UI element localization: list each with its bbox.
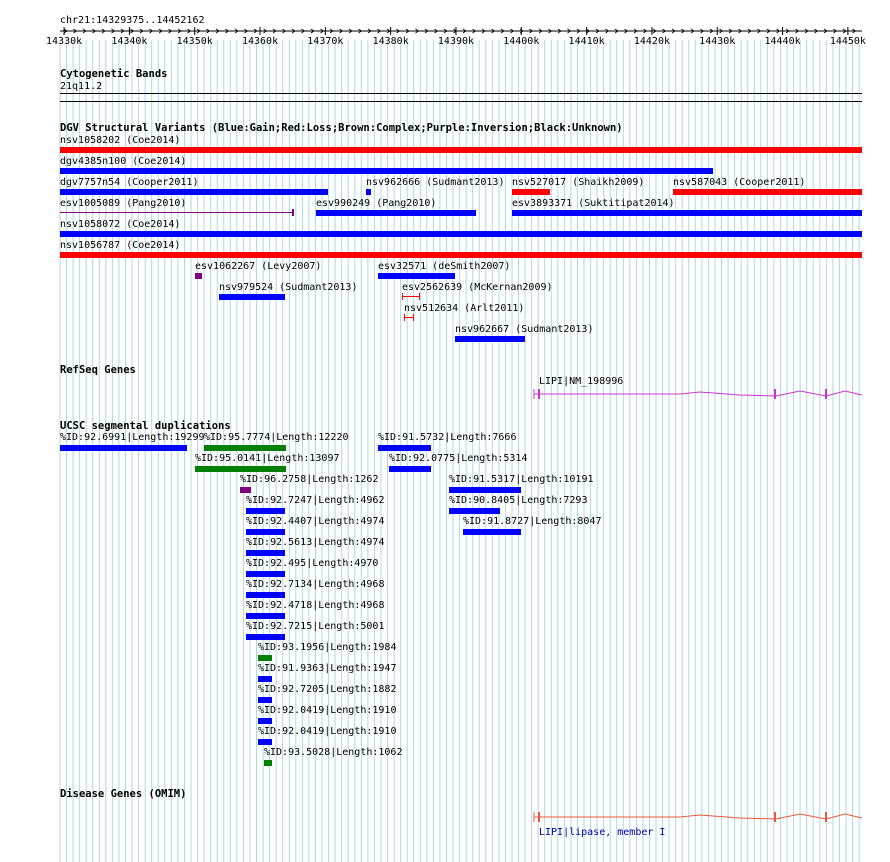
segdup-feature-label[interactable]: %ID:92.0419|Length:1910: [258, 705, 397, 716]
dgv-feature-label[interactable]: esv1005089 (Pang2010): [60, 198, 187, 209]
segdup-feature-label[interactable]: %ID:92.7134|Length:4968: [246, 579, 385, 590]
ruler-tick-label: 14330k: [46, 36, 83, 47]
segdup-track-title: UCSC segmental duplications: [60, 420, 231, 432]
segdup-feature-label[interactable]: %ID:92.7215|Length:5001: [246, 621, 385, 632]
segdup-feature-label[interactable]: %ID:91.5317|Length:10191: [449, 474, 594, 485]
dgv-feature-label[interactable]: esv2562639 (McKernan2009): [402, 282, 553, 293]
ruler-tick-label: 14390k: [437, 36, 475, 47]
ruler-tick-label: 14430k: [699, 36, 736, 47]
dgv-track-title: DGV Structural Variants (Blue:Gain;Red:Loss;Brown:Complex;Purple:Inversion;Black:Unknown): [60, 122, 623, 134]
segdup-feature-label[interactable]: %ID:92.7205|Length:1882: [258, 684, 397, 695]
segdup-feature-label[interactable]: %ID:92.0419|Length:1910: [258, 726, 397, 737]
segdup-feature-label[interactable]: %ID:91.9363|Length:1947: [258, 663, 397, 674]
ruler-tick-label: 14450k: [829, 36, 866, 47]
ruler-tick-label: 14440k: [764, 36, 801, 47]
segdup-feature-label[interactable]: %ID:95.7774|Length:12220: [204, 432, 349, 443]
ruler-tick-label: 14360k: [241, 36, 279, 47]
ruler-tick-label: 14380k: [372, 36, 409, 47]
refseq-gene-label[interactable]: LIPI|NM_198996: [539, 376, 624, 387]
ruler-tick-label: 14340k: [111, 36, 148, 47]
segdup-feature-label[interactable]: %ID:93.5028|Length:1062: [264, 747, 403, 758]
dgv-feature-label[interactable]: esv1062267 (Levy2007): [195, 261, 322, 272]
segdup-feature-label[interactable]: %ID:92.4407|Length:4974: [246, 516, 385, 527]
dgv-feature-label[interactable]: nsv512634 (Arlt2011): [404, 303, 525, 314]
ruler-tick-label: 14410k: [568, 36, 605, 47]
ruler-tick-label: 14420k: [633, 36, 670, 47]
omim-gene-exon: [774, 812, 776, 822]
dgv-feature-label[interactable]: dgv7757n54 (Cooper2011): [60, 177, 199, 188]
segdup-feature-label[interactable]: %ID:91.8727|Length:8047: [463, 516, 602, 527]
segdup-feature-label[interactable]: %ID:93.1956|Length:1984: [258, 642, 397, 653]
segdup-feature-label[interactable]: %ID:92.0775|Length:5314: [389, 453, 528, 464]
dgv-feature-label[interactable]: dgv4385n100 (Coe2014): [60, 156, 187, 167]
dgv-feature-label[interactable]: nsv962666 (Sudmant2013): [366, 177, 505, 188]
dgv-feature-label[interactable]: nsv962667 (Sudmant2013): [455, 324, 594, 335]
dgv-feature-label[interactable]: nsv1058202 (Coe2014): [60, 135, 181, 146]
cytoband-label[interactable]: 21q11.2: [60, 81, 103, 92]
dgv-feature-label[interactable]: esv32571 (deSmith2007): [378, 261, 511, 272]
segdup-feature-label[interactable]: %ID:90.8405|Length:7293: [449, 495, 588, 506]
dgv-feature-label[interactable]: nsv979524 (Sudmant2013): [219, 282, 358, 293]
segdup-feature-label[interactable]: %ID:91.5732|Length:7666: [378, 432, 517, 443]
segdup-feature-label[interactable]: %ID:92.6991|Length:19299: [60, 432, 205, 443]
segdup-feature-label[interactable]: %ID:96.2758|Length:1262: [240, 474, 379, 485]
dgv-feature-label[interactable]: nsv1058072 (Coe2014): [60, 219, 181, 230]
omim-gene-label[interactable]: LIPI|lipase, member I: [539, 827, 666, 838]
segdup-feature-label[interactable]: %ID:92.4718|Length:4968: [246, 600, 385, 611]
segdup-feature-label[interactable]: %ID:95.0141|Length:13097: [195, 453, 340, 464]
dgv-feature-label[interactable]: esv990249 (Pang2010): [316, 198, 437, 209]
coordinate-label: chr21:14329375..14452162: [60, 15, 205, 26]
refseq-track-title: RefSeq Genes: [60, 364, 136, 376]
omim-track-title: Disease Genes (OMIM): [60, 788, 187, 800]
omim-gene-exon: [538, 812, 540, 822]
dgv-feature-label[interactable]: esv3893371 (Suktitipat2014): [512, 198, 675, 209]
omim-gene-exon: [825, 812, 827, 822]
cytoband-track-title: Cytogenetic Bands: [60, 68, 168, 80]
dgv-feature-label[interactable]: nsv587043 (Cooper2011): [673, 177, 806, 188]
ruler-tick-label: 14400k: [503, 36, 540, 47]
ruler-tick-label: 14370k: [307, 36, 344, 47]
segdup-feature-label[interactable]: %ID:92.495|Length:4970: [246, 558, 379, 569]
dgv-feature-label[interactable]: nsv1056787 (Coe2014): [60, 240, 181, 251]
omim-gene-intron-line: [534, 814, 862, 819]
segdup-feature-label[interactable]: %ID:92.7247|Length:4962: [246, 495, 385, 506]
segdup-feature-label[interactable]: %ID:92.5613|Length:4974: [246, 537, 385, 548]
dgv-feature-label[interactable]: nsv527017 (Shaikh2009): [512, 177, 645, 188]
ruler-tick-label: 14350k: [176, 36, 213, 47]
